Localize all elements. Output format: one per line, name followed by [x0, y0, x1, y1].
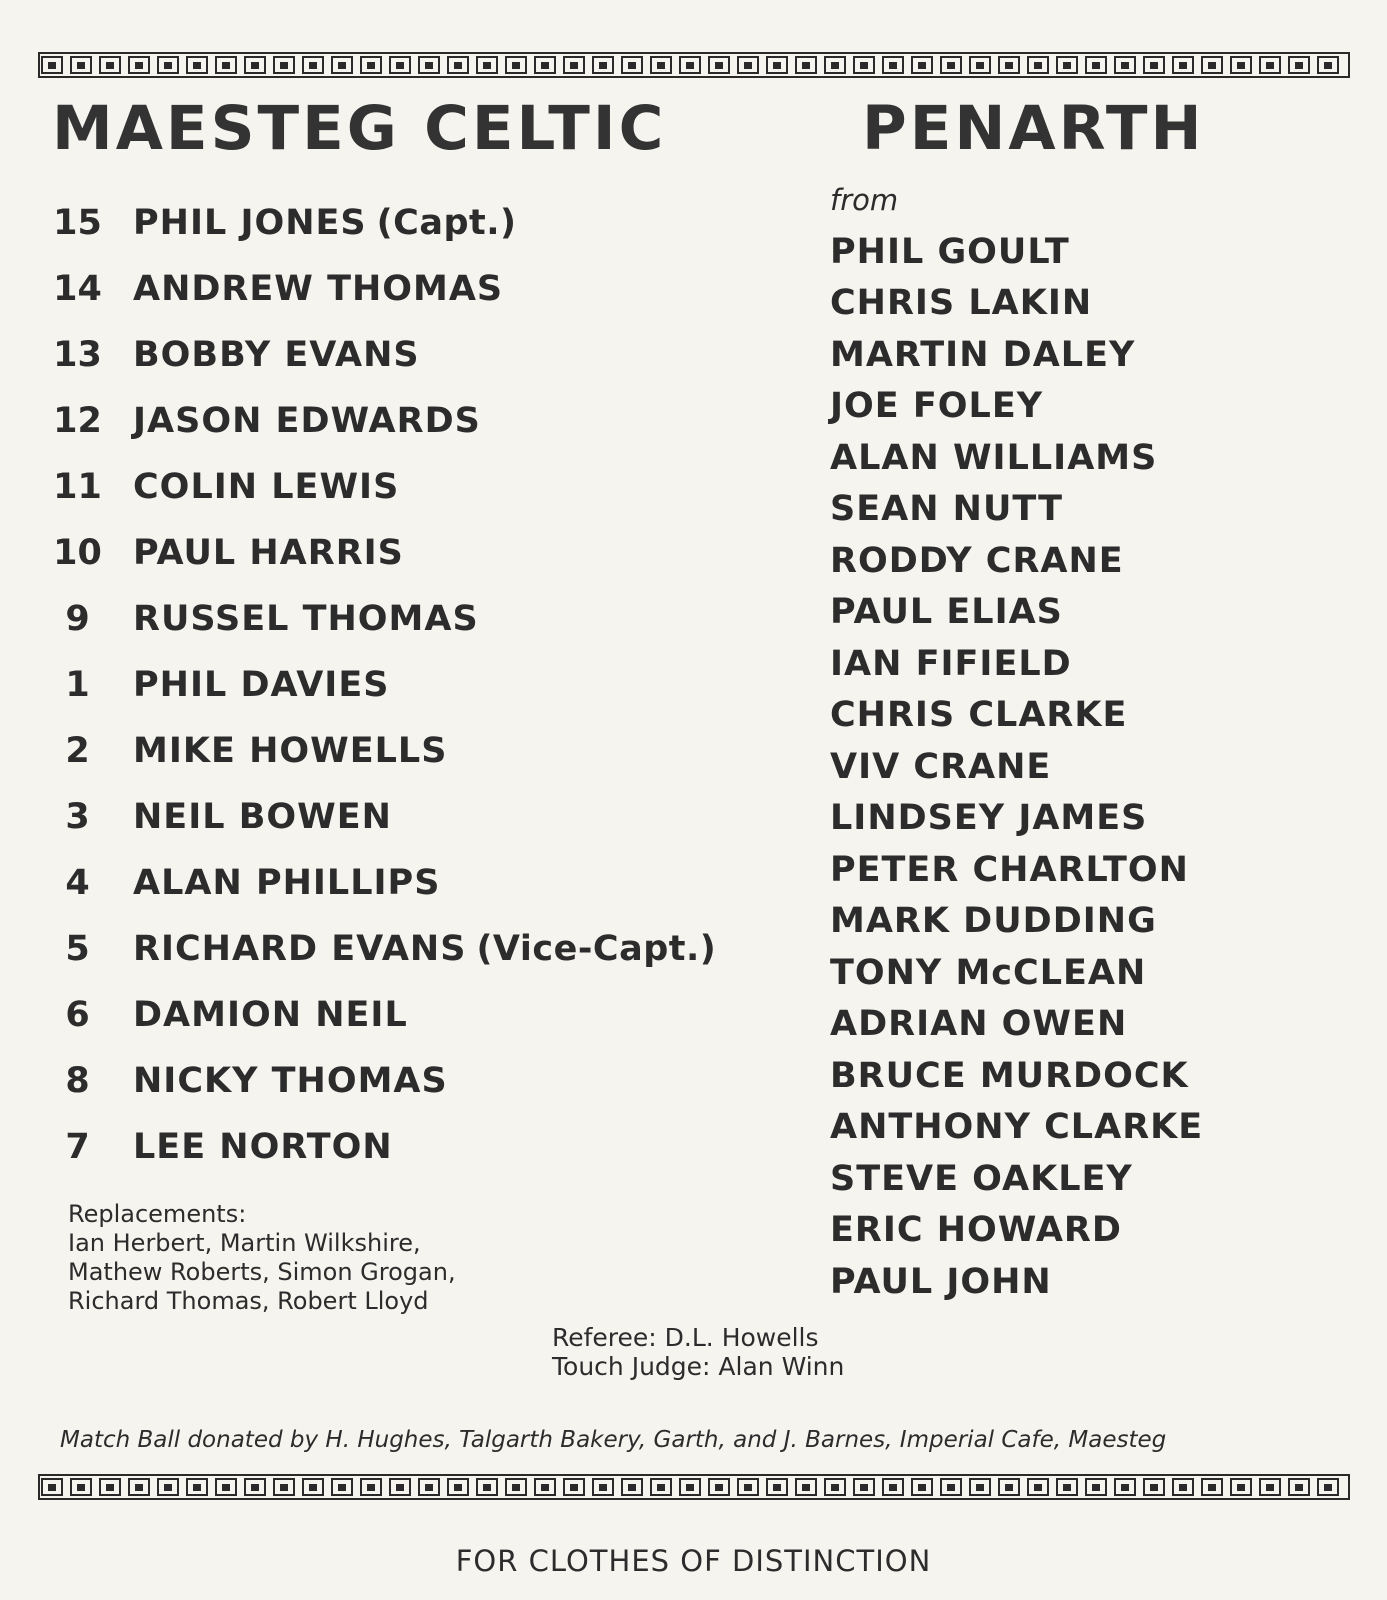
border-square	[940, 1478, 962, 1496]
border-square	[302, 1478, 324, 1496]
home-player-row	[50, 190, 716, 256]
replacements-line: Ian Herbert, Martin Wilkshire,	[68, 1229, 421, 1257]
player-name: MIKE HOWELLS	[133, 731, 448, 771]
border-square	[592, 56, 614, 74]
border-square	[186, 1478, 208, 1496]
away-player-name: PETER CHARLTON	[830, 849, 1189, 890]
border-square	[128, 1478, 150, 1496]
border-square	[447, 56, 469, 74]
border-square	[476, 1478, 498, 1496]
border-square	[766, 56, 788, 74]
border-square	[650, 56, 672, 74]
player-number: 2	[65, 731, 90, 771]
player-number: 10	[53, 533, 102, 573]
border-square	[244, 1478, 266, 1496]
border-square	[1317, 1478, 1339, 1496]
border-square	[592, 1478, 614, 1496]
border-square	[1172, 56, 1194, 74]
player-name: BOBBY EVANS	[133, 335, 420, 375]
border-square	[389, 56, 411, 74]
border-square	[215, 56, 237, 74]
border-square	[795, 56, 817, 74]
touch-judge-line: Touch Judge: Alan Winn	[552, 1352, 845, 1381]
border-square	[1259, 56, 1281, 74]
away-player-name: ERIC HOWARD	[830, 1210, 1122, 1251]
home-player-row	[50, 850, 716, 916]
player-name: ALAN PHILLIPS	[133, 863, 441, 903]
border-square	[215, 1478, 237, 1496]
away-player-name: VIV CRANE	[830, 746, 1052, 787]
replacements-block	[68, 1200, 456, 1316]
officials-block	[552, 1323, 844, 1381]
replacements-line: Richard Thomas, Robert Lloyd	[68, 1287, 429, 1315]
player-name: NICKY THOMAS	[133, 1061, 448, 1101]
replacements-line: Mathew Roberts, Simon Grogan,	[68, 1258, 456, 1286]
home-player-row	[50, 256, 716, 322]
border-square	[1259, 1478, 1281, 1496]
decorative-border-bottom	[38, 1474, 1350, 1500]
away-player-name: PHIL GOULT	[830, 231, 1070, 272]
home-player-row	[50, 982, 716, 1048]
border-square	[911, 1478, 933, 1496]
away-player-name: RODDY CRANE	[830, 540, 1124, 581]
player-number: 14	[53, 269, 102, 309]
player-name: DAMION NEIL	[133, 995, 408, 1035]
player-number: 6	[65, 995, 90, 1035]
border-square	[1056, 1478, 1078, 1496]
home-player-row	[50, 388, 716, 454]
player-name: NEIL BOWEN	[133, 797, 392, 837]
border-square	[737, 56, 759, 74]
player-name: RUSSEL THOMAS	[133, 599, 479, 639]
home-player-row	[50, 916, 716, 982]
away-player-name: IAN FIFIELD	[830, 643, 1072, 684]
border-square	[447, 1478, 469, 1496]
border-square	[70, 1478, 92, 1496]
player-number: 13	[53, 335, 102, 375]
border-square	[882, 1478, 904, 1496]
border-square	[1288, 56, 1310, 74]
player-number: 1	[65, 665, 90, 705]
border-square	[99, 1478, 121, 1496]
player-number: 11	[53, 467, 102, 507]
border-square	[505, 1478, 527, 1496]
border-square	[824, 1478, 846, 1496]
border-square	[1056, 56, 1078, 74]
border-square	[1288, 1478, 1310, 1496]
border-square	[1143, 1478, 1165, 1496]
border-square	[1317, 56, 1339, 74]
border-square	[563, 1478, 585, 1496]
border-square	[679, 1478, 701, 1496]
home-player-row	[50, 520, 716, 586]
home-player-row	[50, 1114, 716, 1180]
player-name: JASON EDWARDS	[133, 401, 481, 441]
border-square	[302, 56, 324, 74]
border-square	[795, 1478, 817, 1496]
border-square	[969, 1478, 991, 1496]
away-team-list	[830, 226, 1203, 1308]
border-square	[969, 56, 991, 74]
player-name: RICHARD EVANS	[133, 929, 467, 969]
border-square	[534, 56, 556, 74]
home-team-list	[50, 190, 716, 1180]
player-role-note: (Capt.)	[376, 203, 517, 243]
border-square	[244, 56, 266, 74]
away-player-name: ANTHONY CLARKE	[830, 1107, 1204, 1148]
border-square	[331, 1478, 353, 1496]
border-square	[737, 1478, 759, 1496]
player-number: 8	[65, 1061, 90, 1101]
border-square	[766, 1478, 788, 1496]
player-name: PHIL DAVIES	[133, 665, 390, 705]
border-square	[418, 1478, 440, 1496]
border-square	[708, 1478, 730, 1496]
away-player-name: BRUCE MURDOCK	[830, 1055, 1189, 1096]
border-square	[41, 56, 63, 74]
match-ball-sponsor: Match Ball donated by H. Hughes, Talgarth Bakery, Garth, and J. Barnes, Imperial Cafe, Maesteg	[60, 1427, 1167, 1453]
home-player-row	[50, 586, 716, 652]
home-player-row	[50, 322, 716, 388]
border-square	[99, 56, 121, 74]
away-from-label: from	[830, 183, 899, 217]
border-square	[824, 56, 846, 74]
border-square	[360, 56, 382, 74]
border-square	[1027, 56, 1049, 74]
player-number: 5	[65, 929, 90, 969]
player-name: PHIL JONES	[133, 203, 367, 243]
border-square	[157, 56, 179, 74]
border-square	[273, 1478, 295, 1496]
border-square	[1114, 56, 1136, 74]
border-square	[998, 56, 1020, 74]
border-square	[853, 56, 875, 74]
decorative-border-top	[38, 52, 1350, 78]
player-name: PAUL HARRIS	[133, 533, 404, 573]
border-square	[1230, 56, 1252, 74]
border-square	[70, 56, 92, 74]
player-number: 4	[65, 863, 90, 903]
border-square	[331, 56, 353, 74]
border-square	[1172, 1478, 1194, 1496]
away-player-name: ADRIAN OWEN	[830, 1004, 1128, 1045]
border-square	[621, 56, 643, 74]
away-player-name: MARK DUDDING	[830, 901, 1157, 942]
border-square	[273, 56, 295, 74]
home-team-title: MAESTEG CELTIC	[52, 93, 667, 164]
border-square	[1143, 56, 1165, 74]
border-square	[476, 56, 498, 74]
replacements-label: Replacements:	[68, 1200, 247, 1228]
away-player-name: TONY McCLEAN	[830, 952, 1147, 993]
border-square	[563, 56, 585, 74]
player-number: 15	[53, 203, 102, 243]
border-square	[360, 1478, 382, 1496]
border-square	[1114, 1478, 1136, 1496]
border-square	[1201, 1478, 1223, 1496]
border-square	[534, 1478, 556, 1496]
border-square	[882, 56, 904, 74]
home-player-row	[50, 454, 716, 520]
away-player-name: CHRIS LAKIN	[830, 283, 1093, 324]
border-square	[157, 1478, 179, 1496]
border-square	[128, 56, 150, 74]
border-square	[679, 56, 701, 74]
border-square	[418, 56, 440, 74]
home-player-row	[50, 652, 716, 718]
border-square	[621, 1478, 643, 1496]
referee-line: Referee: D.L. Howells	[552, 1323, 819, 1352]
border-square	[708, 56, 730, 74]
home-player-row	[50, 1048, 716, 1114]
player-name: LEE NORTON	[133, 1127, 393, 1167]
away-player-name: SEAN NUTT	[830, 489, 1063, 530]
border-square	[998, 1478, 1020, 1496]
border-square	[41, 1478, 63, 1496]
border-square	[186, 56, 208, 74]
player-role-note: (Vice-Capt.)	[476, 929, 717, 969]
border-square	[940, 56, 962, 74]
home-player-row	[50, 784, 716, 850]
away-player-name: PAUL ELIAS	[830, 592, 1063, 633]
border-square	[853, 1478, 875, 1496]
away-player-name: JOE FOLEY	[830, 386, 1044, 427]
home-player-row	[50, 718, 716, 784]
player-name: ANDREW THOMAS	[133, 269, 504, 309]
border-square	[911, 56, 933, 74]
border-square	[1085, 1478, 1107, 1496]
player-number: 3	[65, 797, 90, 837]
border-square	[1027, 1478, 1049, 1496]
footer-advert: FOR CLOTHES OF DISTINCTION	[455, 1544, 932, 1578]
away-team-title: PENARTH	[862, 93, 1205, 164]
border-square	[650, 1478, 672, 1496]
border-square	[389, 1478, 411, 1496]
away-player-name: CHRIS CLARKE	[830, 695, 1128, 736]
away-player-name: LINDSEY JAMES	[830, 798, 1148, 839]
player-name: COLIN LEWIS	[133, 467, 400, 507]
border-square	[1230, 1478, 1252, 1496]
player-number: 9	[65, 599, 90, 639]
away-player-name: MARTIN DALEY	[830, 334, 1136, 375]
border-square	[1201, 56, 1223, 74]
away-player-name: STEVE OAKLEY	[830, 1158, 1133, 1199]
player-number: 7	[65, 1127, 90, 1167]
player-number: 12	[53, 401, 102, 441]
away-player-name: ALAN WILLIAMS	[830, 437, 1158, 478]
away-player-name: PAUL JOHN	[830, 1261, 1052, 1302]
border-square	[1085, 56, 1107, 74]
border-square	[505, 56, 527, 74]
